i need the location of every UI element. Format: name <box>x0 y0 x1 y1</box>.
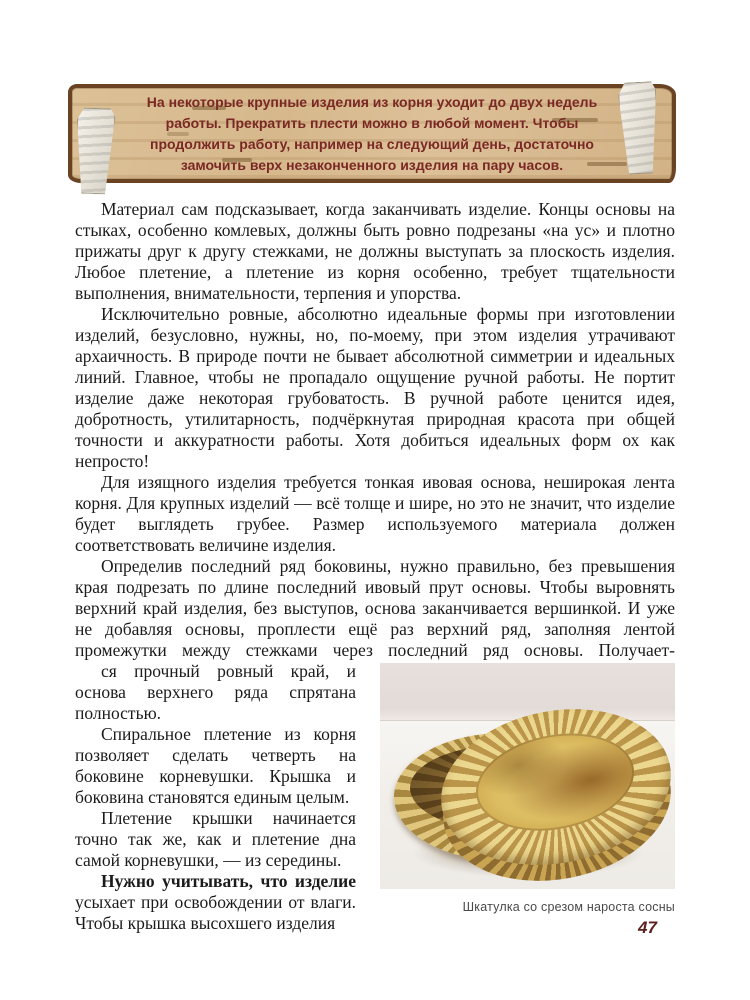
banner-line-1: На некоторые крупные изделия из корня уходит до двух недель <box>146 93 598 110</box>
photo-caption: Шкатулка со срезом нароста сосны <box>462 900 675 914</box>
page-number: 47 <box>638 918 657 937</box>
banner-line-2: работы. Прекратить плести можно в любой момент. Чтобы <box>165 114 579 131</box>
photo-background-wall <box>380 663 675 721</box>
paragraph-4-start: Определив последний ряд боковины, нужно правильно, без превышения края подрезать по длине последний ивовый прут основы. Чтобы выровнять верхний край изделия, без выступов, основа заканчивается вершинкой. И уже не добавляя основы, проплести ещё раз верхний ряд, заполняя лентой промежутки между стежками через последний ряд основы. Получает- <box>75 556 675 660</box>
article-body <box>75 199 675 934</box>
paragraph-7-bold-lead: Нужно учитывать, что изделие <box>101 871 356 891</box>
banner-line-3: продолжить работу, например на следующий день, достаточно <box>150 135 594 152</box>
paragraph-7-rest: усыхает при освобождении от влаги. Чтобы крышка высохшего изделия <box>75 892 356 933</box>
photo-woven-box <box>380 663 675 889</box>
wrap-zone <box>75 661 675 934</box>
paragraph-1: Материал сам подсказывает, когда заканчивать изделие. Концы основы на стыках, особенно комлевых, должны быть ровно подрезаны «на ус» и плотно прижаты друг к другу стежками, не должны выступать за плоскость изделия. Любое плетение, а плетение из корня особенно, требует тщательности выполнения, внимательности, терпения и упорства. <box>75 199 675 303</box>
paragraph-3: Для изящного изделия требуется тонкая ивовая основа, неширокая лента корня. Для крупных изделий — всё толще и шире, но это не значит, что изделие будет выглядеть грубее. Размер используемого материала должен соответствовать величине изделия. <box>75 472 675 555</box>
paragraph-2: Исключительно ровные, абсолютно идеальные формы при изготовлении изделий, безусловно, нужны, но, по-моему, при этом изделия утрачивают архаичность. В природе почти не бывает абсолютной симметрии и идеальных линий. Главное, чтобы не пропадало ощущение ручной работы. Не портит изделие даже некоторая грубоватость. В ручной работе ценится идея, добротность, утилитарность, подчёркнутая природная красота при общей точности и аккуратности работы. Хотя добиться идеальных форм ох как непросто! <box>75 304 675 471</box>
banner-tip-text <box>72 88 672 179</box>
birch-bark-banner <box>68 84 676 183</box>
paragraph-5: Спиральное плетение из корня позволяет сделать четверть на боковине корневушки. Крышка и боковина становятся единым целым. <box>75 724 356 807</box>
paragraph-6: Плетение крышки начинается точно так же, как и плетение дна самой корневушки, — из середины. <box>75 808 356 870</box>
figure-box-photo <box>368 663 675 918</box>
banner-line-4: замочить верх незаконченного изделия на пару часов. <box>180 156 564 173</box>
box-lid-pine-burl <box>468 721 643 844</box>
paragraph-4-end: ся прочный ровный край, и основа верхнего ряда спрятана полностью. <box>75 661 356 723</box>
